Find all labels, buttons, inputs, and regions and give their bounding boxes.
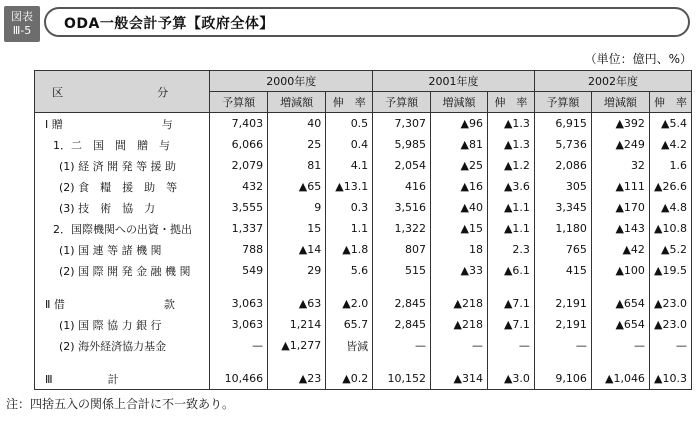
- footnote: 注：四捨五入の関係上合計に不一致あり。: [6, 397, 235, 411]
- row-label: Ⅲ 計: [35, 368, 210, 390]
- table-cell: ▲5.2: [649, 239, 691, 260]
- table-cell: 3,063: [210, 314, 268, 335]
- table-cell: ▲96: [431, 113, 488, 135]
- table-cell: ▲1.3: [487, 134, 534, 155]
- table-row: [35, 260, 692, 281]
- table-cell: ▲1.3: [487, 113, 534, 135]
- row-label: (1) 経 済 開 発 等 援 助: [35, 155, 210, 176]
- table-cell: ▲14: [268, 239, 326, 260]
- table-cell: 6,915: [534, 113, 591, 135]
- table-cell: 32: [591, 155, 649, 176]
- table-cell: 5.6: [326, 260, 373, 281]
- table-cell: 7,403: [210, 113, 268, 135]
- table-cell: 765: [534, 239, 591, 260]
- table-cell: 0.4: [326, 134, 373, 155]
- budget-table: [34, 70, 692, 390]
- table-cell: —: [649, 335, 691, 356]
- table-cell: ▲218: [431, 314, 488, 335]
- figure-badge-line2: Ⅲ-5: [12, 24, 32, 37]
- table-cell: ▲7.1: [487, 314, 534, 335]
- table-row: [35, 218, 692, 239]
- row-label: 2．国際機関への出資・拠出: [35, 218, 210, 239]
- table-cell: 1.6: [649, 155, 691, 176]
- row-label: (2) 食 糧 援 助 等: [35, 176, 210, 197]
- table-cell: ▲1.2: [487, 155, 534, 176]
- table-cell: 40: [268, 113, 326, 135]
- table-cell: 305: [534, 176, 591, 197]
- subheader-budget: 予算額: [210, 92, 268, 113]
- table-cell: ▲654: [591, 314, 649, 335]
- row-label: (2) 海外経済協力基金: [35, 335, 210, 356]
- subheader-budget: 予算額: [534, 92, 591, 113]
- table-cell: 1,322: [373, 218, 431, 239]
- table-cell: 549: [210, 260, 268, 281]
- header-year-2002: 2002年度: [534, 71, 691, 92]
- table-row: [35, 368, 692, 390]
- subheader-change: 増減額: [431, 92, 488, 113]
- table-cell: ▲6.1: [487, 260, 534, 281]
- table-cell: ▲23.0: [649, 314, 691, 335]
- table-cell: 0.5: [326, 113, 373, 135]
- row-label: (2) 国 際 開 発 金 融 機 関: [35, 260, 210, 281]
- header-year-2001: 2001年度: [373, 71, 535, 92]
- table-cell: 5,985: [373, 134, 431, 155]
- table-cell: ▲2.0: [326, 293, 373, 314]
- table-cell: 3,555: [210, 197, 268, 218]
- table-cell: 10,152: [373, 368, 431, 390]
- table-cell: ▲23.0: [649, 293, 691, 314]
- table-cell: 2,054: [373, 155, 431, 176]
- table-cell: ▲170: [591, 197, 649, 218]
- subheader-change: 増減額: [591, 92, 649, 113]
- row-label: (3) 技 術 協 力: [35, 197, 210, 218]
- table-cell: ▲1,046: [591, 368, 649, 390]
- table-cell: ▲13.1: [326, 176, 373, 197]
- table-cell: 3,345: [534, 197, 591, 218]
- table-cell: 9: [268, 197, 326, 218]
- table-cell: 415: [534, 260, 591, 281]
- table-cell: ▲33: [431, 260, 488, 281]
- header-category: 区 分: [35, 71, 210, 113]
- table-cell: 432: [210, 176, 268, 197]
- table-row: [35, 293, 692, 314]
- table-cell: 2,079: [210, 155, 268, 176]
- table-cell: 7,307: [373, 113, 431, 135]
- table-row: [35, 197, 692, 218]
- table-cell: 6,066: [210, 134, 268, 155]
- table-cell: ▲19.5: [649, 260, 691, 281]
- table-cell: 2,191: [534, 293, 591, 314]
- table-row: [35, 176, 692, 197]
- table-cell: ▲314: [431, 368, 488, 390]
- table-cell: ▲63: [268, 293, 326, 314]
- table-cell: 807: [373, 239, 431, 260]
- table-cell: 2,845: [373, 314, 431, 335]
- title-box: [44, 7, 690, 37]
- table-row: [35, 314, 692, 335]
- table-cell: 65.7: [326, 314, 373, 335]
- table-cell: ▲10.3: [649, 368, 691, 390]
- table-cell: ▲81: [431, 134, 488, 155]
- table-cell: ▲23: [268, 368, 326, 390]
- row-label: (1) 国 連 等 諸 機 関: [35, 239, 210, 260]
- subheader-budget: 予算額: [373, 92, 431, 113]
- table-cell: ▲25: [431, 155, 488, 176]
- table-cell: —: [431, 335, 488, 356]
- page-title: ODA一般会計予算【政府全体】: [64, 16, 274, 32]
- table-row: [35, 335, 692, 356]
- row-label: 1．二 国 間 贈 与: [35, 134, 210, 155]
- table-cell: 0.3: [326, 197, 373, 218]
- table-cell: ▲100: [591, 260, 649, 281]
- table-cell: 3,063: [210, 293, 268, 314]
- table-cell: 29: [268, 260, 326, 281]
- table-cell: ▲7.1: [487, 293, 534, 314]
- unit-note: （単位：億円、%）: [584, 52, 692, 66]
- row-label: Ⅰ 贈 与: [35, 113, 210, 135]
- header-year-2000: 2000年度: [210, 71, 373, 92]
- table-row: [35, 113, 692, 135]
- table-cell: ▲16: [431, 176, 488, 197]
- table-cell: 3,516: [373, 197, 431, 218]
- table-cell: ▲42: [591, 239, 649, 260]
- table-cell: —: [534, 335, 591, 356]
- table-cell: ▲3.0: [487, 368, 534, 390]
- table-cell: —: [373, 335, 431, 356]
- table-cell: 1.1: [326, 218, 373, 239]
- table-cell: ▲654: [591, 293, 649, 314]
- row-label: Ⅱ 借 款: [35, 293, 210, 314]
- table-cell: ▲4.8: [649, 197, 691, 218]
- table-cell: ▲1.8: [326, 239, 373, 260]
- table-cell: 2.3: [487, 239, 534, 260]
- table-cell: 2,845: [373, 293, 431, 314]
- table-cell: 2,191: [534, 314, 591, 335]
- table-cell: 2,086: [534, 155, 591, 176]
- table-cell: ▲0.2: [326, 368, 373, 390]
- row-label: (1) 国 際 協 力 銀 行: [35, 314, 210, 335]
- table-cell: ▲5.4: [649, 113, 691, 135]
- table-row: [35, 134, 692, 155]
- table-cell: —: [487, 335, 534, 356]
- subheader-rate: 伸 率: [487, 92, 534, 113]
- table-cell: 25: [268, 134, 326, 155]
- table-cell: 9,106: [534, 368, 591, 390]
- table-cell: ▲1,277: [268, 335, 326, 356]
- table-cell: 18: [431, 239, 488, 260]
- spacer-row: [35, 281, 692, 293]
- table-cell: ▲40: [431, 197, 488, 218]
- table-cell: ▲26.6: [649, 176, 691, 197]
- figure-badge: [4, 6, 40, 42]
- table-cell: ▲1.1: [487, 197, 534, 218]
- subheader-rate: 伸 率: [649, 92, 691, 113]
- table-cell: —: [591, 335, 649, 356]
- table-cell: ▲249: [591, 134, 649, 155]
- table-cell: ▲1.1: [487, 218, 534, 239]
- table-cell: 5,736: [534, 134, 591, 155]
- table-cell: 皆減: [326, 335, 373, 356]
- table-cell: 515: [373, 260, 431, 281]
- figure-badge-line1: 図表: [11, 10, 33, 23]
- table-cell: 1,337: [210, 218, 268, 239]
- table-cell: ▲392: [591, 113, 649, 135]
- table-row: [35, 155, 692, 176]
- table-cell: —: [210, 335, 268, 356]
- table-cell: 15: [268, 218, 326, 239]
- table-cell: ▲3.6: [487, 176, 534, 197]
- table-cell: 416: [373, 176, 431, 197]
- subheader-change: 増減額: [268, 92, 326, 113]
- table-cell: 10,466: [210, 368, 268, 390]
- table-cell: 1,180: [534, 218, 591, 239]
- table-cell: 1,214: [268, 314, 326, 335]
- table-cell: ▲111: [591, 176, 649, 197]
- table-cell: ▲65: [268, 176, 326, 197]
- subheader-rate: 伸 率: [326, 92, 373, 113]
- table-cell: ▲143: [591, 218, 649, 239]
- table-cell: ▲10.8: [649, 218, 691, 239]
- table-cell: ▲4.2: [649, 134, 691, 155]
- spacer-row: [35, 356, 692, 368]
- table-row: [35, 239, 692, 260]
- table-cell: ▲218: [431, 293, 488, 314]
- table-cell: ▲15: [431, 218, 488, 239]
- table-cell: 788: [210, 239, 268, 260]
- table-cell: 4.1: [326, 155, 373, 176]
- table-cell: 81: [268, 155, 326, 176]
